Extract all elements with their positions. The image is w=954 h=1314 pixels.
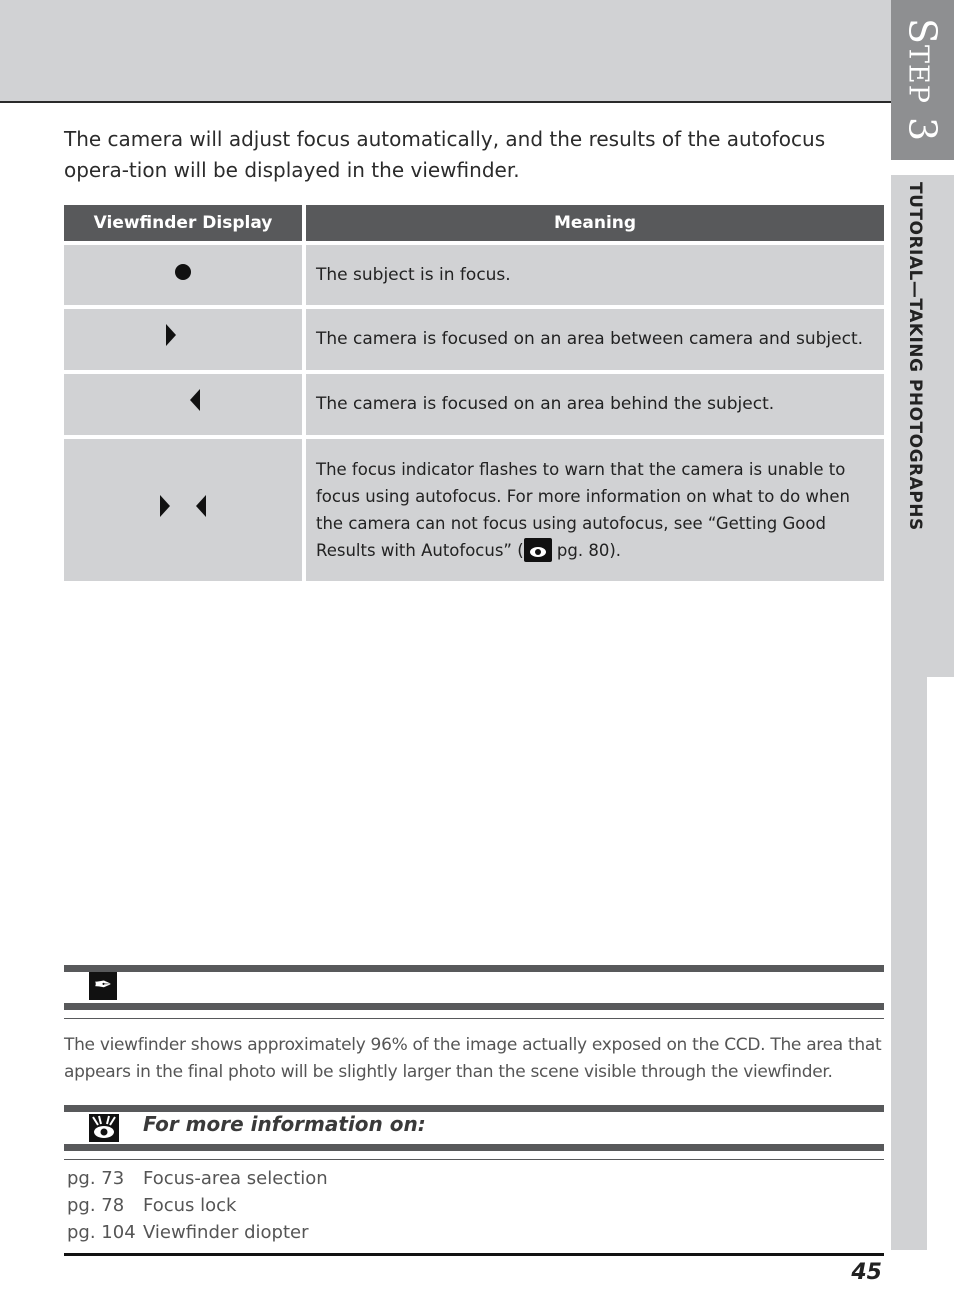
ref-page: pg. 78 (67, 1195, 125, 1216)
header-band (0, 0, 891, 103)
arrow-left-icon (190, 389, 200, 411)
note-divider (64, 1018, 884, 1019)
meaning-text-suffix: pg. 80). (551, 541, 622, 560)
reference-list (67, 1165, 328, 1246)
step-tab-label: Step 3 (900, 17, 945, 143)
table-row (64, 374, 884, 435)
meaning-cell: The camera is focused on an area between camera and subject. (306, 309, 884, 370)
table-row (64, 439, 884, 581)
note-bottom-rule (64, 1003, 884, 1010)
footer-rule (64, 1253, 884, 1256)
table-row (64, 245, 884, 305)
eye-icon (89, 1114, 119, 1142)
list-item (67, 1192, 328, 1219)
meaning-cell: The camera is focused on an area behind the subject. (306, 374, 884, 435)
ref-page: pg. 104 (67, 1222, 136, 1243)
list-item (67, 1219, 328, 1246)
meaning-cell (306, 439, 884, 581)
viewfinder-table (64, 205, 884, 581)
arrow-right-icon (160, 495, 170, 517)
eye-icon (524, 538, 552, 562)
arrow-right-icon (166, 324, 176, 346)
table-row (64, 309, 884, 370)
note-text: The viewfinder shows approximately 96% of the image actually exposed on the CCD. The area that appears in the final photo will be slightly larger than the scene visible through the viewfinder. (64, 1035, 882, 1082)
table-header-display: Viewfinder Display (64, 205, 302, 241)
ref-topic: Focus lock (143, 1195, 237, 1216)
symbol-cell (64, 374, 302, 435)
ref-topic: Focus-area selection (143, 1168, 328, 1189)
info-title: For more information on: (143, 1112, 426, 1136)
step-tab-label-wrap (891, 0, 954, 160)
section-tab-label: TUTORIAL—TAKING PHOTOGRAPHS (905, 182, 925, 531)
symbol-cell (64, 309, 302, 370)
ref-page: pg. 73 (67, 1168, 125, 1189)
info-divider (64, 1159, 884, 1160)
info-top-rule (64, 1105, 884, 1112)
symbol-cell (64, 439, 302, 581)
symbol-cell (64, 245, 302, 305)
intro-paragraph: The camera will adjust focus automatically, and the results of the autofocus opera-tion will be displayed in the viewfinder. (64, 127, 826, 182)
table-header-meaning: Meaning (306, 205, 884, 241)
info-bottom-rule (64, 1144, 884, 1151)
meaning-text: The focus indicator flashes to warn that the camera is unable to focus using autofocus. For more information on what to do when the camera can not focus using autofocus, see “Getting Good Results with Autofocus” ( (316, 460, 850, 560)
focus-dot-icon (175, 264, 191, 280)
ref-topic: Viewfinder diopter (143, 1222, 309, 1243)
side-strip-upper (927, 175, 954, 677)
meaning-cell: The subject is in focus. (306, 245, 884, 305)
arrow-left-icon (196, 495, 206, 517)
note-top-rule (64, 965, 884, 972)
pencil-icon: ✒ (89, 972, 117, 1000)
list-item (67, 1165, 328, 1192)
page-number: 45 (851, 1260, 882, 1285)
